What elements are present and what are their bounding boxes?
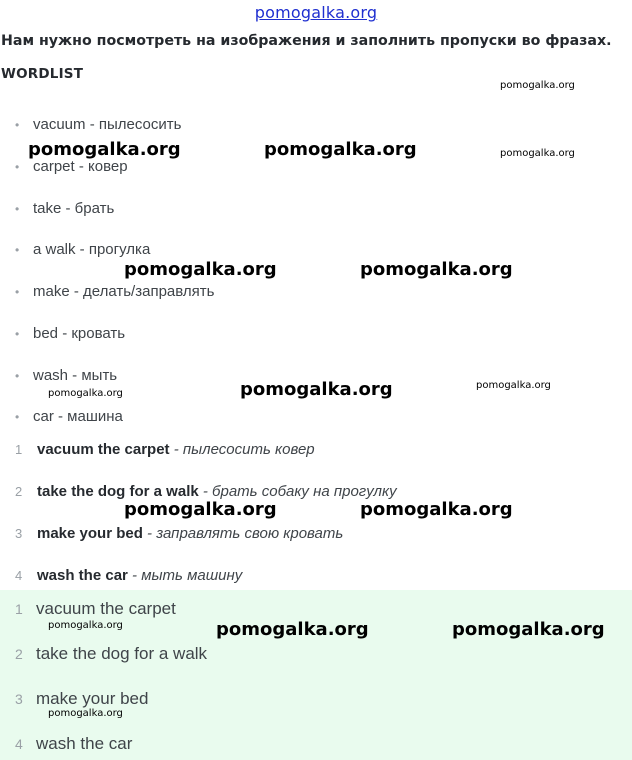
instruction-text: Нам нужно посмотреть на изображения и заполнить пропуски во фразах. — [1, 33, 612, 49]
watermark: pomogalka.org — [216, 619, 369, 640]
site-link[interactable]: pomogalka.org — [254, 3, 378, 22]
bullet-icon: • — [15, 285, 20, 299]
wordlist-item: • vacuum - пылесосить — [15, 116, 182, 133]
answer-item: 3 make your bed — [15, 689, 149, 708]
phrase-item: 2 take the dog for a walk - брать собаку на прогулку — [15, 483, 397, 500]
wordlist-item: • bed - кровать — [15, 325, 126, 342]
watermark: pomogalka.org — [48, 620, 123, 631]
wordlist-item: • car - машина — [15, 408, 123, 425]
watermark: pomogalka.org — [240, 379, 393, 400]
watermark: pomogalka.org — [360, 499, 513, 520]
bullet-icon: • — [15, 160, 20, 174]
watermark: pomogalka.org — [48, 388, 123, 399]
bullet-icon: • — [15, 118, 20, 132]
bullet-icon: • — [15, 369, 20, 383]
wordlist-heading: WORDLIST — [1, 66, 84, 82]
watermark: pomogalka.org — [360, 259, 513, 280]
watermark: pomogalka.org — [476, 380, 551, 391]
bullet-icon: • — [15, 410, 20, 424]
watermark: pomogalka.org — [28, 139, 181, 160]
watermark: pomogalka.org — [500, 148, 575, 159]
answer-item: 1 vacuum the carpet — [15, 599, 176, 618]
watermark: pomogalka.org — [48, 708, 123, 719]
wordlist-item: • carpet - ковер — [15, 158, 128, 175]
phrase-item: 1 vacuum the carpet - пылесосить ковер — [15, 441, 315, 458]
bullet-icon: • — [15, 243, 20, 257]
wordlist-item: • a walk - прогулка — [15, 241, 151, 258]
wordlist-item: • wash - мыть — [15, 367, 118, 384]
watermark: pomogalka.org — [500, 80, 575, 91]
bullet-icon: • — [15, 327, 20, 341]
watermark: pomogalka.org — [452, 619, 605, 640]
wordlist-item: • take - брать — [15, 200, 115, 217]
watermark: pomogalka.org — [124, 499, 277, 520]
watermark: pomogalka.org — [264, 139, 417, 160]
wordlist-item: • make - делать/заправлять — [15, 283, 215, 300]
bullet-icon: • — [15, 202, 20, 216]
phrase-item: 3 make your bed - заправлять свою кровать — [15, 525, 344, 542]
answer-item: 2 take the dog for a walk — [15, 644, 208, 663]
phrase-item: 4 wash the car - мыть машину — [15, 567, 243, 584]
answer-item: 4 wash the car — [15, 734, 133, 753]
watermark: pomogalka.org — [124, 259, 277, 280]
